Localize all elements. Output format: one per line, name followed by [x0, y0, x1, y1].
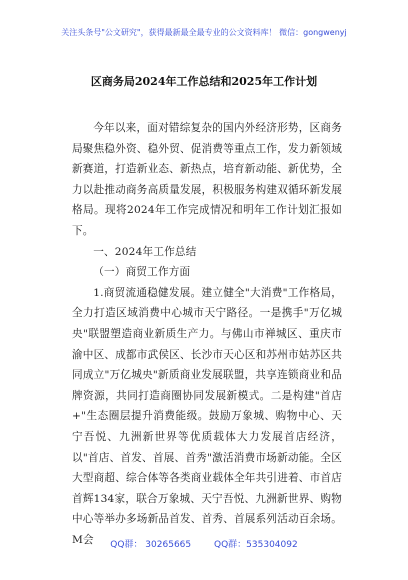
header-promo-note: 关注头条号"公文研究"，获得最新最全最专业的公文资料库！ 微信：gongwenyj — [61, 28, 347, 37]
document-title: 区商务局2024年工作总结和2025年工作计划 — [90, 75, 318, 88]
qq-group-1: QQ群： 30265665 — [110, 540, 192, 550]
subsection-heading: （一）商贸工作方面 — [93, 266, 191, 279]
item-paragraph: 1.商贸流通稳健发展。建立健全"大消费"工作格局，全力打造区域消费中心城市天宁路径。一是携手"万亿城央"联盟塑造商业新质生产力。与佛山市禅城区、重庆市渝中区、成都市武侯区、长沙市天心区和苏州市姑苏区共同成立"万亿城央"新质商业发展联盟，共享连锁商业和品牌资源，共同打造商圈协同发展新模式。二是构建"首店+"生态圈层提升消费能级。鼓励万象城、购物中心、天宁吾悦、九洲新世界等优质载体大力发展首店经济，以"首店、首发、首展、首秀"激活消费市场新动能。全区大型商超、综合体等各类商业载体全年共引进着、市首店首辉134家，联合万象城、天宁吾悦、九洲新世界、购物中心等举办多场新品首发、首秀、首展系列活动百余场。M会 — [72, 286, 342, 546]
document-body — [72, 118, 342, 550]
intro-paragraph: 今年以来，面对错综复杂的国内外经济形势，区商务局聚焦稳外资、稳外贸、促消费等重点工作，发力新领域新赛道，打造新业态、新热点，培育新动能、新优势，全力以赴推动商务高质量发展，积极服务构建双循环新发展格局。现将2024年工作完成情况和明年工作计划汇报如下。 — [72, 122, 342, 237]
section-heading: 一、2024年工作总结 — [93, 245, 197, 258]
footer-qq-groups — [0, 537, 408, 550]
qq-group-2: QQ群：535304092 — [214, 540, 298, 550]
